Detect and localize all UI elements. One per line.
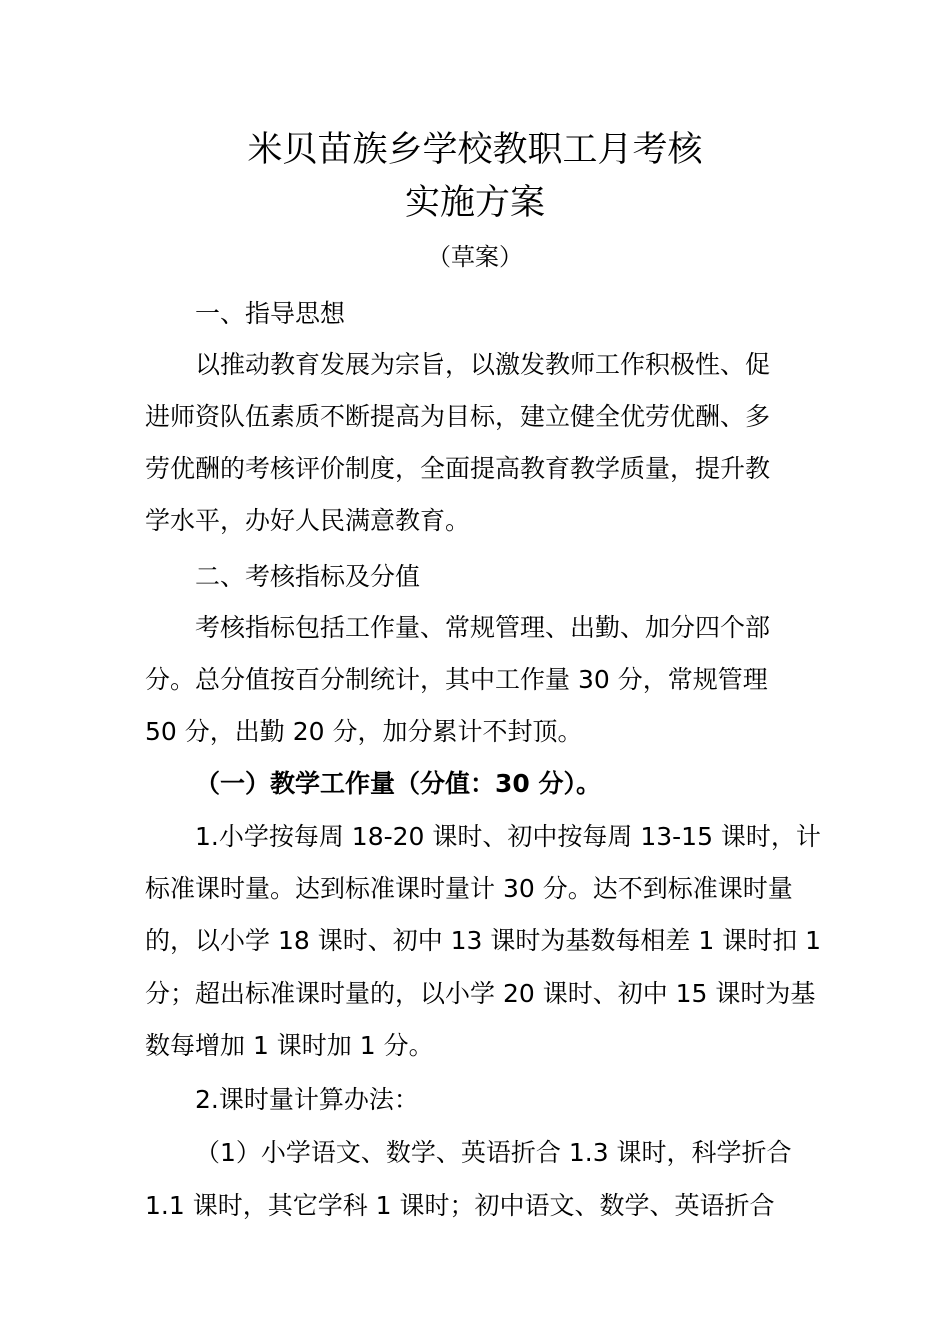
paragraph-line: 2.课时量计算办法： (195, 1085, 419, 1114)
paragraph-line: 1.1 课时，其它学科 1 课时；初中语文、数学、英语折合 (145, 1191, 775, 1220)
section-heading-guiding-ideology: 一、指导思想 (195, 299, 346, 328)
paragraph-line: 50 分，出勤 20 分，加分累计不封顶。 (145, 717, 583, 746)
paragraph-line: 数每增加 1 课时加 1 分。 (145, 1031, 434, 1060)
paragraph-line: （1）小学语文、数学、英语折合 1.3 课时，科学折合 (195, 1138, 792, 1167)
paragraph-line: 分。总分值按百分制统计，其中工作量 30 分，常规管理 (145, 665, 768, 694)
document-title-line-1: 米贝苗族乡学校教职工月考核 (247, 130, 703, 170)
paragraph-line: 考核指标包括工作量、常规管理、出勤、加分四个部 (195, 613, 771, 642)
section-heading-assessment-indicators: 二、考核指标及分值 (195, 562, 421, 591)
paragraph-line: 以推动教育发展为宗旨，以激发教师工作积极性、促 (195, 350, 771, 379)
document-title-line-2: 实施方案 (404, 183, 545, 223)
paragraph-line: 1.小学按每周 18-20 课时、初中按每周 13-15 课时，计 (195, 822, 821, 851)
subsection-heading-teaching-workload: （一）教学工作量（分值：30 分）。 (195, 769, 601, 798)
paragraph-line: 劳优酬的考核评价制度，全面提高教育教学质量，提升教 (145, 454, 771, 483)
paragraph-line: 的，以小学 18 课时、初中 13 课时为基数每相差 1 课时扣 1 (145, 926, 822, 955)
paragraph-line: 标准课时量。达到标准课时量计 30 分。达不到标准课时量 (145, 874, 793, 903)
paragraph-line: 进师资队伍素质不断提高为目标，建立健全优劳优酬、多 (145, 402, 771, 431)
paragraph-line: 分；超出标准课时量的，以小学 20 课时、初中 15 课时为基 (145, 979, 816, 1008)
paragraph-line: 学水平，办好人民满意教育。 (145, 506, 471, 535)
document-subtitle: （草案） (427, 243, 523, 271)
